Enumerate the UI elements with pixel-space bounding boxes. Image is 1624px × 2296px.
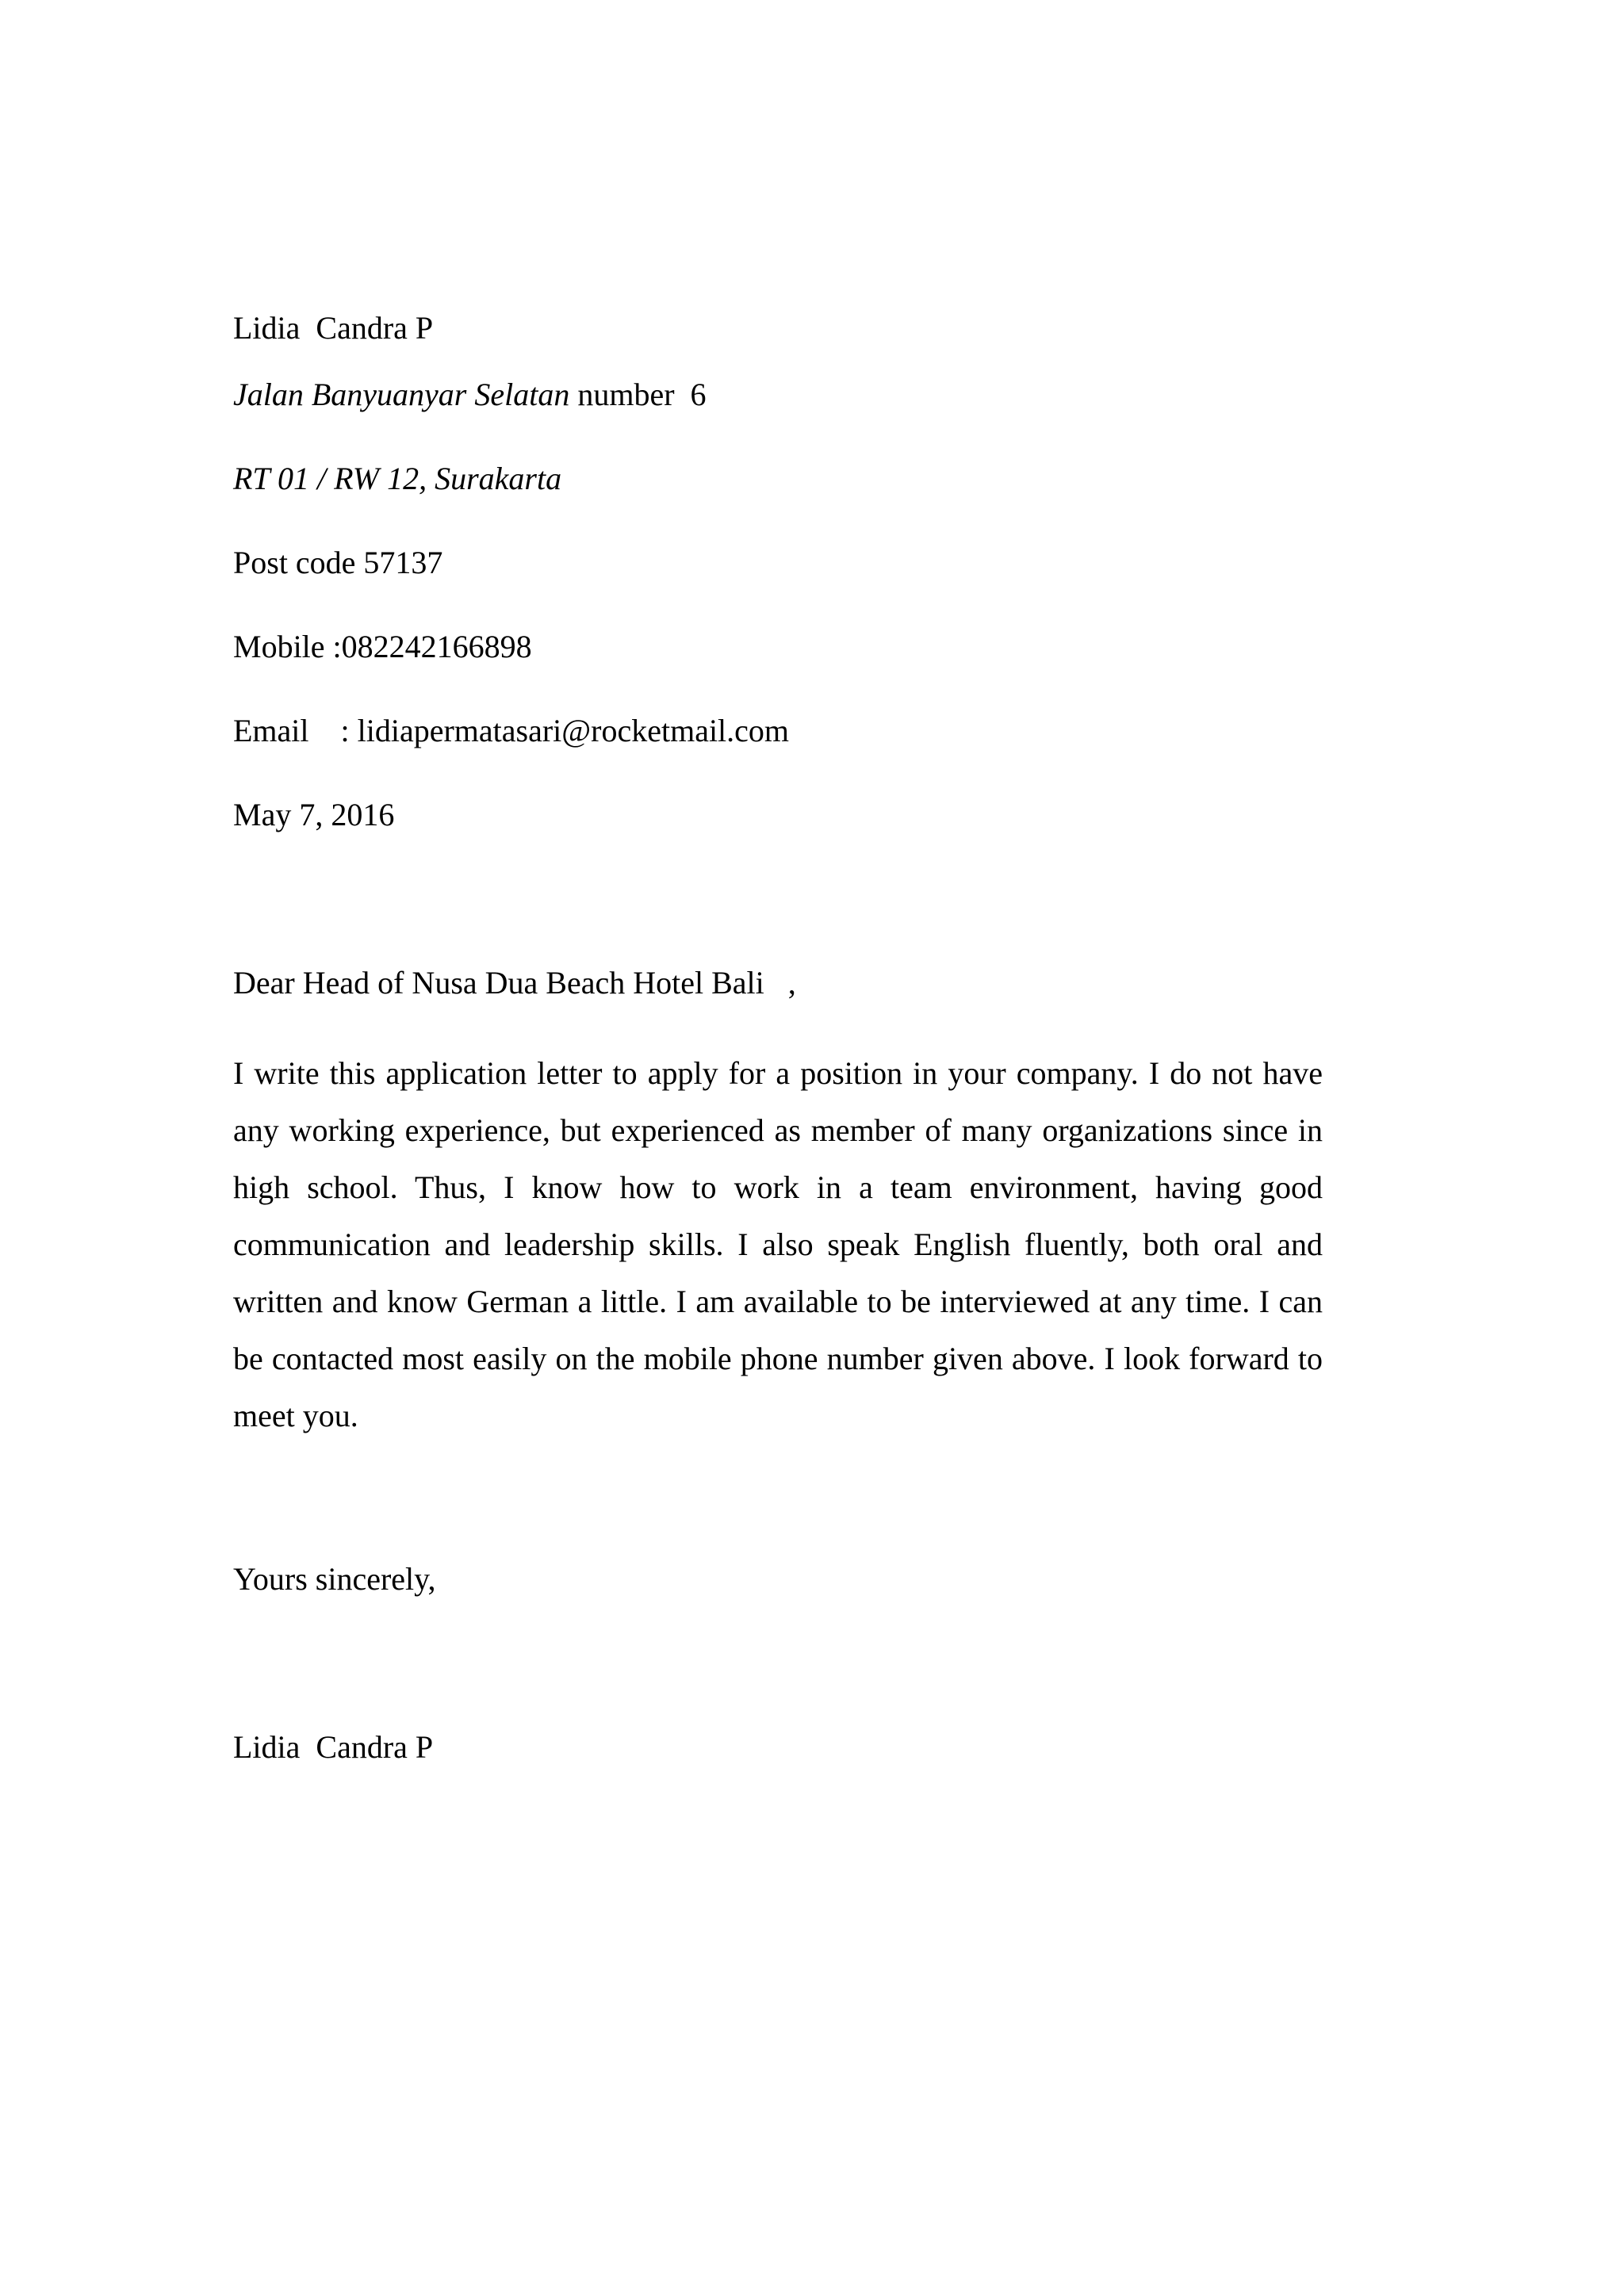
sender-postcode: Post code 57137 — [233, 545, 443, 580]
signature-name: Lidia Candra P — [233, 1729, 434, 1765]
sender-street-name: Jalan Banyuanyar Selatan — [233, 377, 570, 412]
salutation: Dear Head of Nusa Dua Beach Hotel Bali , — [233, 965, 796, 1001]
sender-street — [233, 376, 707, 414]
letter-body: I write this application letter to apply for a position in your company. I do not have any working experience, but experienced as member of many organizations since in high school. Thus, I know how to work in a team environment, having good communication and leadership skills. I also speak English fluently, both oral and written and know German a little. I am available to be interviewed at any time. I can be contacted most easily on the mobile phone number given above. I look forward to meet you. — [233, 1055, 1323, 1433]
sender-district: RT 01 / RW 12, Surakarta — [233, 461, 562, 496]
sender-mobile: Mobile :082242166898 — [233, 629, 532, 664]
sender-street-number: number 6 — [569, 377, 707, 412]
closing: Yours sincerely, — [233, 1561, 436, 1597]
sender-name: Lidia Candra P — [233, 310, 434, 346]
letter-date: May 7, 2016 — [233, 797, 395, 832]
sender-email: Email : lidiapermatasari@rocketmail.com — [233, 713, 790, 748]
